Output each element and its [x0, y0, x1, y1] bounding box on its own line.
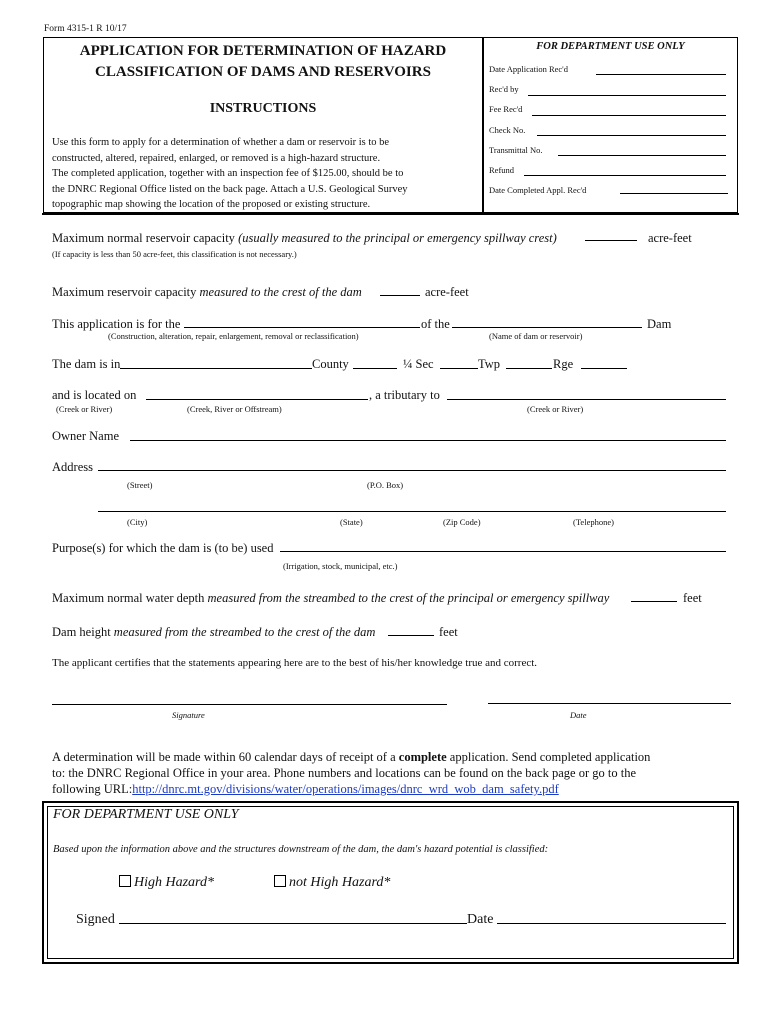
determination-line-2: to: the DNRC Regional Office in your area. Phone numbers and locations can be found on the back page or go to the [52, 766, 636, 780]
signature-label: Signature [172, 710, 205, 720]
address-line-2-field[interactable] [98, 511, 726, 512]
dam-name-field[interactable] [452, 327, 642, 328]
capacity-field[interactable] [585, 240, 637, 241]
instructions-text [52, 135, 408, 213]
max-capacity-field[interactable] [380, 295, 420, 296]
dam-in-field[interactable] [120, 368, 312, 369]
max-capacity-label: Maximum reservoir capacity [52, 285, 197, 299]
pobox-hint: (P.O. Box) [367, 480, 404, 490]
date-label: Date [570, 710, 587, 720]
purpose-field[interactable] [280, 551, 726, 552]
depth-field[interactable] [631, 601, 677, 602]
instructions-line: The completed application, together with an inspection fee of $125.00, should be to [52, 168, 404, 179]
county-label: County [312, 357, 349, 371]
sec-field[interactable] [440, 368, 478, 369]
certify-text: The applicant certifies that the statements appearing here are to the best of his/her knowledge true and correct. [52, 657, 538, 669]
determination-line-1: A determination will be made within 60 calendar days of receipt of a complete application. Send completed application [52, 750, 651, 764]
bottom-date-label: Date [467, 912, 494, 927]
located-on-field[interactable] [146, 399, 368, 400]
date-completed-label: Date Completed Appl. Rec'd [489, 185, 587, 195]
capacity-unit: acre-feet [648, 231, 692, 245]
county-field[interactable] [353, 368, 397, 369]
dam-safety-url-link[interactable]: http://dnrc.mt.gov/divisions/water/operations/images/dnrc_wrd_wob_dam_safety.pdf [132, 782, 559, 796]
transmittal-no-field[interactable] [558, 155, 726, 156]
capacity-note: (If capacity is less than 50 acre-feet, this classification is not necessary.) [52, 249, 297, 259]
signature-field[interactable] [52, 704, 447, 705]
date-completed-field[interactable] [620, 193, 728, 194]
purpose-hint: (Irrigation, stock, municipal, etc.) [283, 561, 398, 571]
signed-label: Signed [76, 912, 115, 927]
rge-field[interactable] [581, 368, 627, 369]
height-unit: feet [439, 625, 458, 639]
rge-label: Rge [553, 357, 574, 371]
street-hint: (Street) [127, 480, 153, 490]
dam-in-label: The dam is in [52, 357, 121, 371]
twp-label: Twp [478, 357, 501, 371]
owner-field[interactable] [130, 440, 726, 441]
date-app-recd-field[interactable] [596, 74, 726, 75]
refund-label: Refund [489, 165, 515, 175]
height-question [52, 625, 375, 640]
not-high-hazard-option[interactable] [274, 875, 390, 891]
bottom-date-field[interactable] [497, 923, 726, 924]
depth-italic: measured from the streambed to the crest of the principal or emergency spillway [207, 591, 610, 605]
page-title [43, 41, 483, 83]
form-number: Form 4315-1 R 10/17 [44, 24, 127, 34]
max-capacity-italic: measured to the crest of the dam [199, 285, 362, 299]
recd-by-label: Rec'd by [489, 84, 519, 94]
purpose-label: Purpose(s) for which the dam is (to be) used [52, 541, 274, 555]
address-line-1-field[interactable] [98, 470, 726, 471]
fee-recd-label: Fee Rec'd [489, 104, 523, 114]
high-hazard-option[interactable] [119, 875, 214, 891]
check-no-label: Check No. [489, 125, 526, 135]
dam-label: Dam [647, 317, 672, 331]
max-capacity-question [52, 285, 362, 300]
title-line-2: CLASSIFICATION OF DAMS AND RESERVOIRS [95, 64, 431, 80]
refund-field[interactable] [524, 175, 726, 176]
creek-hint-3: (Creek or River) [527, 404, 584, 414]
of-the-label: of the [421, 317, 450, 331]
date-app-recd-label: Date Application Rec'd [489, 64, 568, 74]
sec-label: ¼ Sec [403, 357, 434, 371]
app-type-hint: (Construction, alteration, repair, enlargement, removal or reclassification) [108, 331, 359, 341]
dept-use-heading: FOR DEPARTMENT USE ONLY [536, 41, 685, 52]
instructions-line: Use this form to apply for a determination of whether a dam or reservoir is to be [52, 137, 390, 148]
title-line-1: APPLICATION FOR DETERMINATION OF HAZARD [79, 43, 447, 59]
high-hazard-label: High Hazard* [134, 875, 214, 890]
capacity-label: Maximum normal reservoir capacity [52, 231, 235, 245]
not-high-hazard-label: not High Hazard* [289, 875, 391, 890]
capacity-italic: (usually measured to the principal or emergency spillway crest) [238, 231, 557, 245]
app-type-field[interactable] [184, 327, 420, 328]
not-high-hazard-checkbox[interactable] [274, 875, 286, 887]
located-on-label: and is located on [52, 388, 137, 402]
address-label: Address [52, 460, 93, 474]
creek-hint-2: (Creek, River or Offstream) [187, 404, 282, 414]
instructions-line: the DNRC Regional Office listed on the back page. Attach a U.S. Geological Survey [52, 183, 408, 195]
phone-hint: (Telephone) [573, 517, 614, 527]
height-field[interactable] [388, 635, 434, 636]
fee-recd-field[interactable] [532, 115, 726, 116]
recd-by-field[interactable] [528, 95, 726, 96]
capacity-question [52, 231, 557, 246]
creek-hint-1: (Creek or River) [56, 404, 113, 414]
high-hazard-checkbox[interactable] [119, 875, 131, 887]
depth-label: Maximum normal water depth [52, 591, 205, 605]
top-divider [42, 213, 739, 215]
instructions-heading: INSTRUCTIONS [209, 101, 317, 116]
signed-field[interactable] [119, 923, 467, 924]
depth-unit: feet [683, 591, 702, 605]
zip-hint: (Zip Code) [443, 517, 481, 527]
classification-text: Based upon the information above and the structures downstream of the dam, the dam's hazard potential is classified: [53, 844, 549, 855]
height-label: Dam height [52, 625, 111, 639]
app-for-label: This application is for the [52, 317, 181, 331]
date-field[interactable] [488, 703, 731, 704]
tributary-label: , a tributary to [369, 388, 440, 402]
instructions-line: constructed, altered, repaired, enlarged, or removed is a high-hazard structure. [52, 152, 381, 164]
bottom-dept-heading: FOR DEPARTMENT USE ONLY [53, 807, 239, 822]
depth-question [52, 591, 609, 606]
transmittal-no-label: Transmittal No. [489, 145, 543, 155]
check-no-field[interactable] [537, 135, 726, 136]
city-hint: (City) [127, 517, 148, 527]
height-italic: measured from the streambed to the crest of the dam [113, 625, 376, 639]
tributary-field[interactable] [447, 399, 726, 400]
max-capacity-unit: acre-feet [425, 285, 469, 299]
twp-field[interactable] [506, 368, 552, 369]
instructions-line: topographic map showing the location of the proposed or existing structure. [52, 199, 371, 210]
dam-name-hint: (Name of dam or reservoir) [489, 331, 583, 341]
determination-text [52, 749, 650, 797]
state-hint: (State) [340, 517, 363, 527]
determination-line-3: following URL:http://dnrc.mt.gov/divisions/water/operations/images/dnrc_wrd_wob_dam_safety.pdf [52, 782, 559, 796]
owner-label: Owner Name [52, 429, 119, 443]
